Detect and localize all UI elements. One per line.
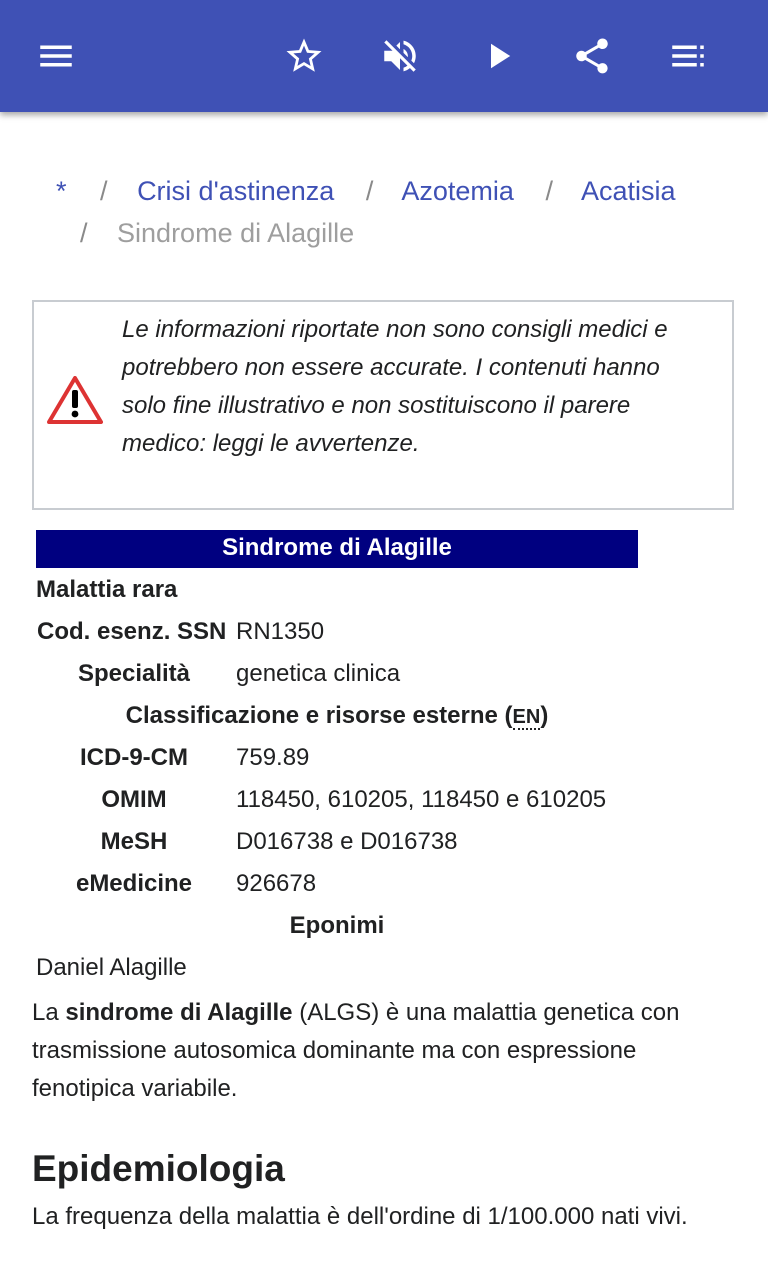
eponyms-value: Daniel Alagille xyxy=(36,954,187,981)
breadcrumb-separator: / xyxy=(80,218,88,248)
intro-bold-term: sindrome di Alagille xyxy=(65,999,293,1026)
specialty-value: genetica clinica xyxy=(236,660,401,687)
omim-label: OMIM xyxy=(101,786,167,813)
volume-off-icon xyxy=(379,35,421,77)
classification-header xyxy=(36,702,638,730)
epidemiology-heading: Epidemiologia xyxy=(32,1148,285,1189)
play-button[interactable] xyxy=(472,30,524,82)
omim-value[interactable]: 118450, 610205, 118450 e 610205 xyxy=(236,786,607,813)
share-button[interactable] xyxy=(566,30,618,82)
rare-disease-label: Malattia rara xyxy=(36,576,178,603)
classification-label: Classificazione e risorse esterne ( xyxy=(125,702,513,729)
intro-rest: (ALGS) è una malattia genetica con trasmissione autosomica dominante ma con espressione fenotipica variabile. xyxy=(32,999,680,1102)
mute-button[interactable] xyxy=(374,30,426,82)
share-icon xyxy=(571,35,613,77)
play-icon xyxy=(477,35,519,77)
playlist-icon xyxy=(667,35,709,77)
ssn-label: Cod. esenz. SSN xyxy=(37,618,227,645)
star-icon xyxy=(283,35,325,77)
ssn-value: RN1350 xyxy=(236,618,325,645)
icd-label: ICD-9-CM xyxy=(80,744,188,771)
icd-value[interactable]: 759.89 xyxy=(236,744,310,771)
specialty-label: Specialità xyxy=(77,660,191,687)
disclaimer-text: Le informazioni riportate non sono consigli medici e potrebbero non essere accurate. I contenuti hanno solo fine illustrativo e non sostituiscono il parere medico: leggi le avvertenze. xyxy=(122,316,668,457)
disclaimer-box xyxy=(32,300,734,510)
english-abbr[interactable]: EN xyxy=(512,706,541,728)
bookmark-button[interactable] xyxy=(278,30,330,82)
infobox-title: Sindrome di Alagille xyxy=(36,530,638,568)
breadcrumb-item-azotemia[interactable]: Azotemia xyxy=(401,176,514,206)
menu-button[interactable] xyxy=(30,30,82,82)
classification-close: ) xyxy=(540,702,549,729)
breadcrumb-separator: / xyxy=(100,176,108,206)
mesh-value[interactable]: D016738 e D016738 xyxy=(236,828,458,855)
emedicine-value[interactable]: 926678 xyxy=(236,870,317,897)
breadcrumb-separator: / xyxy=(365,176,374,206)
epidemiology-text: La frequenza della malattia è dell'ordine di 1/100.000 nati vivi. xyxy=(32,1203,688,1230)
app-bar xyxy=(0,0,768,112)
breadcrumb-current: Sindrome di Alagille xyxy=(117,218,355,248)
menu-icon xyxy=(35,35,77,77)
breadcrumb-root[interactable]: * xyxy=(56,176,67,206)
intro-paragraph xyxy=(32,994,732,1108)
eponyms-label: Eponimi xyxy=(289,912,385,939)
intro-prefix: La xyxy=(32,999,66,1026)
breadcrumb-item-acatisia[interactable]: Acatisia xyxy=(580,176,676,206)
mesh-label: MeSH xyxy=(100,828,168,855)
breadcrumb-separator: / xyxy=(545,176,553,206)
contents-button[interactable] xyxy=(662,30,714,82)
emedicine-label: eMedicine xyxy=(75,870,193,897)
breadcrumb-item-crisi[interactable]: Crisi d'astinenza xyxy=(137,176,335,206)
warning-icon xyxy=(47,376,103,424)
